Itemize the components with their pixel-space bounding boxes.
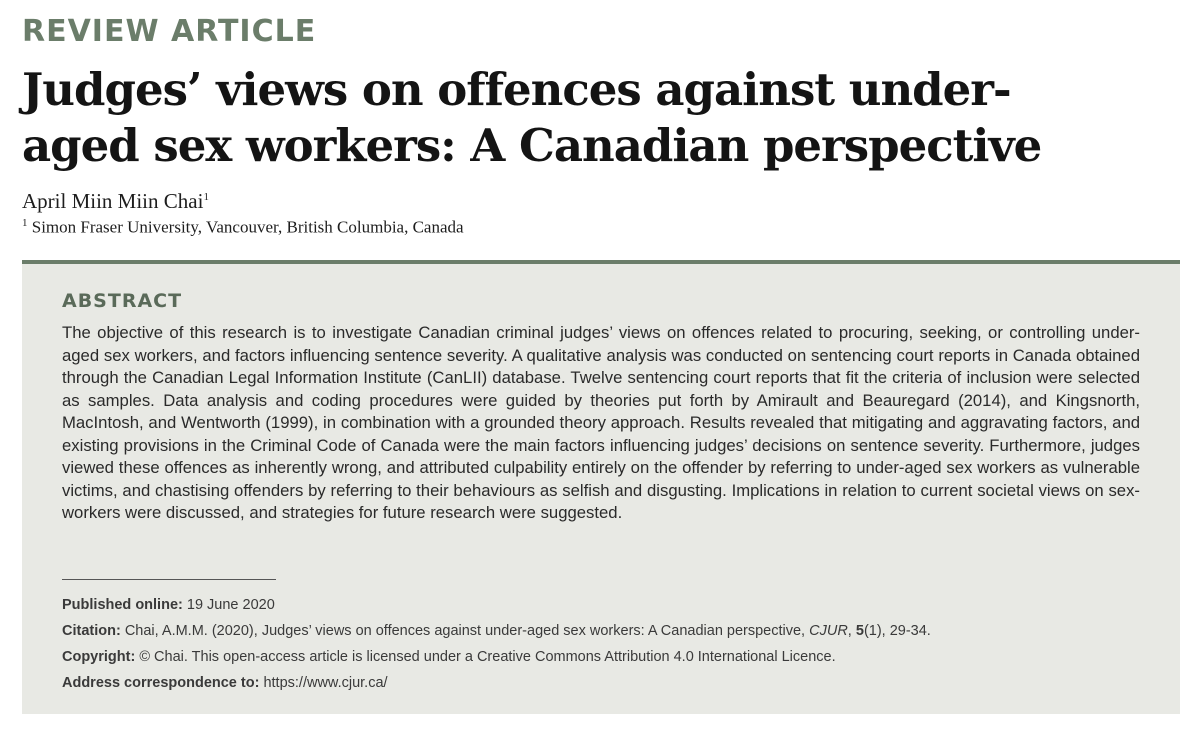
citation-label: Citation:	[62, 623, 121, 639]
article-title-line-2: aged sex workers: A Canadian perspective	[22, 119, 1042, 172]
citation-text: Chai, A.M.M. (2020), Judges’ views on offences against under-aged sex workers: A Canadian perspective,	[124, 623, 806, 639]
published-online	[62, 597, 275, 613]
copyright-text: © Chai. This open-access article is licensed under a Creative Commons Attribution 4.0 International Licence.	[139, 649, 836, 665]
copyright-label: Copyright:	[62, 649, 136, 665]
article-title	[22, 62, 1042, 174]
affiliation-line	[22, 217, 464, 238]
citation-volume: 5	[855, 623, 864, 639]
author-name: April Miin Miin Chai	[22, 189, 204, 213]
address-correspondence	[62, 675, 388, 691]
published-date: 19 June 2020	[186, 597, 275, 613]
abstract-box	[22, 260, 1180, 714]
separator-line	[62, 579, 276, 580]
author-affiliation-marker: 1	[203, 191, 209, 203]
abstract-heading: ABSTRACT	[62, 290, 183, 312]
citation: Citation: Chai, A.M.M. (2020), Judges’ views on offences against under-aged sex workers: A Canadian perspective, CJUR, 5(1), 29-34.	[62, 623, 931, 639]
citation-issue-pages: (1), 29-34.	[863, 623, 931, 639]
abstract-text: The objective of this research is to investigate Canadian criminal judges’ views on offences related to procuring, seeking, or controlling under-aged sex workers, and factors influencing sentence severity. A qualitative analysis was conducted on sentencing court reports in Canada obtained through the Canadian Legal Information Institute (CanLII) database. Twelve sentencing court reports that fit the criteria of inclusion were selected as samples. Data analysis and coding procedures were guided by theories put forth by Amirault and Beauregard (2014), and Kingsnorth, MacIntosh, and Wentworth (1999), in combination with a grounded theory approach. Results revealed that mitigating and aggravating factors, and existing provisions in the Criminal Code of Canada were the main factors influencing judges’ decisions on sentence severity. Furthermore, judges viewed these offences as inherently wrong, and attributed culpability entirely on the offender by referring to under-aged sex workers as vulnerable victims, and chastising offenders by referring to their behaviours as selfish and disgusting. Implications in relation to current societal views on sex-workers were discussed, and strategies for future research were suggested.	[62, 323, 1140, 522]
copyright	[62, 649, 836, 665]
affiliation-marker: 1	[22, 217, 28, 229]
address-link[interactable]: https://www.cjur.ca/	[263, 675, 388, 691]
citation-journal: CJUR	[809, 623, 848, 639]
published-label: Published online:	[62, 597, 183, 613]
section-label: REVIEW ARTICLE	[22, 14, 317, 49]
author-line	[22, 189, 209, 214]
address-label: Address correspondence to:	[62, 675, 260, 691]
article-title-line-1: Judges’ views on offences against under-	[22, 63, 1011, 116]
affiliation-text: Simon Fraser University, Vancouver, British Columbia, Canada	[31, 217, 464, 237]
